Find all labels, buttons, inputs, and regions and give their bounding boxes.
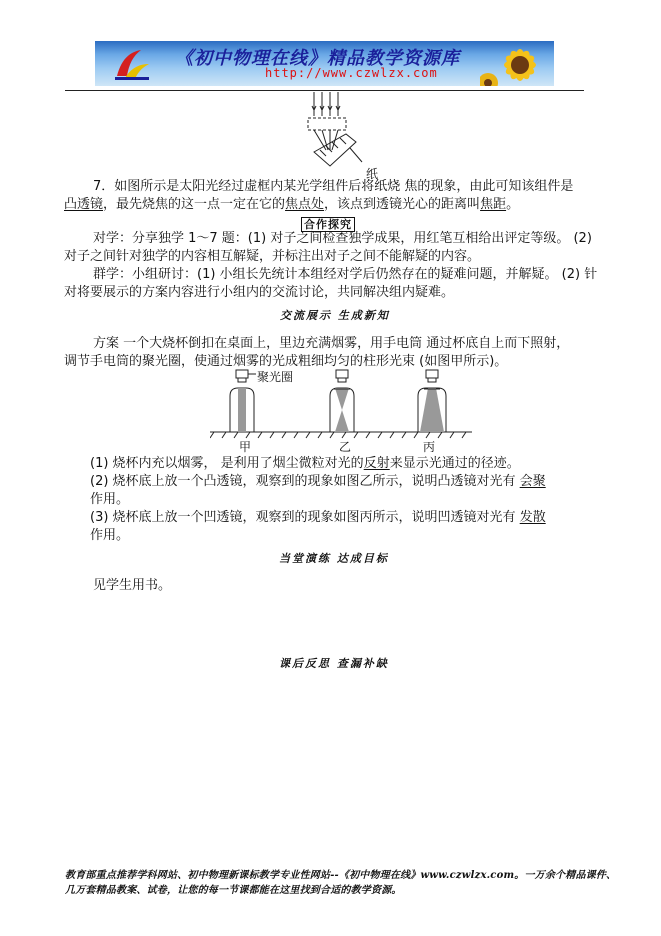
fig-label-bing: 丙 bbox=[423, 440, 436, 454]
beaker-figures bbox=[210, 366, 472, 446]
fangan-line2: 调节手电筒的聚光圈，使通过烟雾的光成粗细均匀的柱形光束 (如图甲所示)。 bbox=[64, 354, 508, 369]
see-student-book: 见学生用书。 bbox=[93, 578, 172, 593]
sub-question-1: (1) 烧杯内充以烟雾， 是利用了烟尘微粒对光的反射来显示光通过的径迹。 bbox=[90, 456, 520, 471]
header-banner bbox=[95, 41, 554, 86]
sub-question-2-cont: 作用。 bbox=[90, 492, 130, 507]
paper-label: 纸 bbox=[366, 167, 379, 181]
fig-label-yi: 乙 bbox=[339, 440, 352, 454]
sub-answer-2: 会聚 bbox=[519, 474, 546, 489]
lens-burning-paper-figure bbox=[300, 92, 390, 170]
site-logo-icon bbox=[111, 46, 151, 82]
fangan-line1: 方案 一个大烧杯倒扣在桌面上，里边充满烟雾，用手电筒 通过杯底自上而下照射， bbox=[93, 336, 570, 351]
footer-line1: 教育部重点推荐学科网站、初中物理新课标教学专业性网站--《初中物理在线》www.czwlzx.com。一万余个精品课件、 bbox=[65, 870, 617, 881]
section-title-practice: 当堂演练 达成目标 bbox=[279, 552, 389, 565]
q7-line1: 7．如图所示是太阳光经过虚框内某光学组件后将纸烧 焦的现象，由此可知该组件是 bbox=[93, 179, 574, 194]
q7-answer-1: 凸透镜 bbox=[64, 197, 104, 212]
focus-ring-annotation: 聚光圈 bbox=[257, 370, 294, 384]
sub-question-2: (2) 烧杯底上放一个凸透镜，观察到的现象如图乙所示，说明凸透镜对光有 会聚 bbox=[90, 474, 546, 489]
fig-label-jia: 甲 bbox=[239, 440, 252, 454]
header-divider bbox=[65, 90, 584, 91]
hezuo-heading: 合作探究 bbox=[301, 213, 355, 232]
sub-answer-1: 反射 bbox=[363, 456, 390, 471]
qunxue-line1: 群学：小组研讨：(1) 小组长先统计本组经对学后仍然存在的疑难问题，并解疑。 (2) 针 bbox=[93, 267, 598, 282]
banner-title: 《初中物理在线》精品教学资源库 bbox=[175, 48, 460, 69]
q7-line2: 凸透镜，最先烧焦的这一点一定在它的焦点处，该点到透镜光心的距离叫焦距。 bbox=[64, 197, 520, 212]
sunflower-icon bbox=[480, 41, 554, 86]
duixue-line2: 对子之间针对独学的内容相互解疑，并标注出对子之间不能解疑的内容。 bbox=[64, 249, 481, 264]
sub-question-3-cont: 作用。 bbox=[90, 528, 130, 543]
sub-answer-3: 发散 bbox=[519, 510, 546, 525]
q7-answer-2: 焦点处 bbox=[285, 197, 325, 212]
banner-url: http://www.czwlzx.com bbox=[265, 66, 438, 80]
footer-line2: 几万套精品教案、试卷，让您的每一节课都能在这里找到合适的教学资源。 bbox=[65, 885, 402, 896]
qunxue-line2: 对将要展示的方案内容进行小组内的交流讨论，共同解决组内疑难。 bbox=[64, 285, 455, 300]
duixue-line1: 对学：分享独学 1～7 题：(1) 对子之间检查独学成果，用红笔互相给出评定等级。 (2) bbox=[93, 231, 592, 246]
section-title-reflection: 课后反思 查漏补缺 bbox=[279, 657, 389, 670]
section-title-exchange: 交流展示 生成新知 bbox=[280, 309, 390, 322]
sub-question-3: (3) 烧杯底上放一个凹透镜，观察到的现象如图丙所示，说明凹透镜对光有 发散 bbox=[90, 510, 546, 525]
q7-answer-3: 焦距 bbox=[480, 197, 507, 212]
